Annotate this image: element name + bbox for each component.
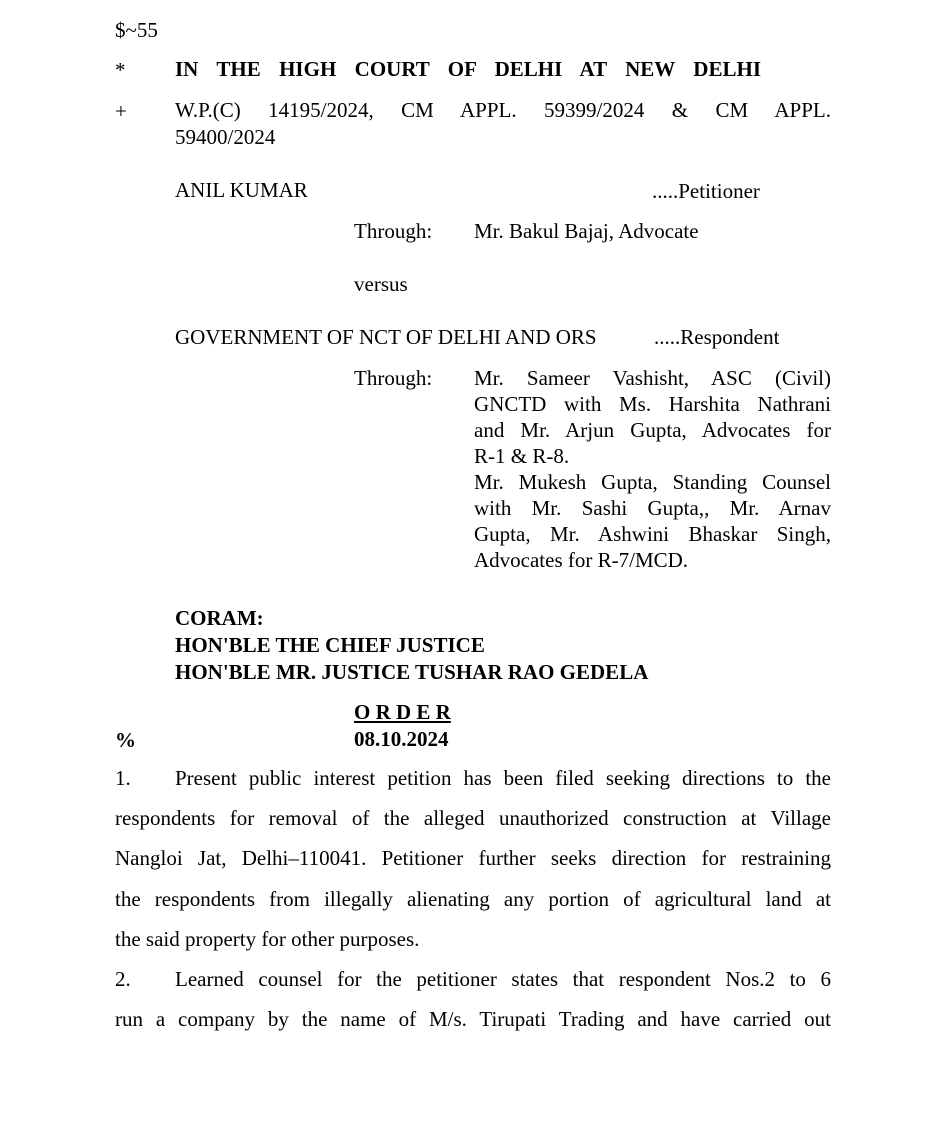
respondent-name: GOVERNMENT OF NCT OF DELHI AND ORS: [175, 325, 597, 349]
paragraph-line: [115, 758, 831, 798]
paragraph-2: [115, 959, 831, 1039]
coram-judge-1: HON'BLE THE CHIEF JUSTICE: [175, 633, 485, 657]
respondent-through-label: Through:: [354, 366, 433, 390]
star-mark: *: [115, 58, 126, 82]
plus-mark: +: [115, 99, 127, 123]
respondent-counsel-block: [474, 365, 831, 573]
coram-label: CORAM:: [175, 606, 264, 630]
petitioner-name: ANIL KUMAR: [175, 178, 308, 202]
paragraph-text: respondents for removal of the alleged unauthorized construction at Village: [115, 806, 831, 831]
paragraph-text: the respondents from illegally alienating any portion of agricultural land at: [115, 886, 831, 911]
paragraph-text: Nangloi Jat, Delhi–110041. Petitioner further seeks direction for restraining: [115, 846, 831, 871]
order-title: O R D E R: [354, 700, 451, 724]
percent-mark: %: [115, 728, 136, 752]
paragraph-number: 2.: [115, 967, 131, 991]
case-number-line1: W.P.(C) 14195/2024, CM APPL. 59399/2024 & CM APPL.: [175, 98, 831, 122]
respondent-counsel-line: and Mr. Arjun Gupta, Advocates for: [474, 418, 831, 442]
respondent-role: .....Respondent: [654, 325, 780, 349]
paragraph-number: 1.: [115, 766, 131, 790]
respondent-counsel-line: Advocates for R-7/MCD.: [474, 548, 689, 572]
respondent-counsel-line: GNCTD with Ms. Harshita Nathrani: [474, 392, 831, 416]
petitioner-role: .....Petitioner: [652, 179, 760, 203]
respondent-counsel-line: Gupta, Mr. Ashwini Bhaskar Singh,: [474, 522, 831, 546]
paragraph-1: [115, 758, 831, 959]
paragraph-text: the said property for other purposes.: [115, 926, 420, 951]
versus: versus: [354, 272, 408, 296]
coram-judge-2: HON'BLE MR. JUSTICE TUSHAR RAO GEDELA: [175, 660, 649, 684]
paragraph-text: Learned counsel for the petitioner states that respondent Nos.2 to 6: [175, 967, 831, 991]
petitioner-through-label: Through:: [354, 219, 433, 243]
respondent-counsel-line: R-1 & R-8.: [474, 444, 570, 468]
paragraph-text: Present public interest petition has been filed seeking directions to the: [175, 766, 831, 790]
case-number-line2: 59400/2024: [175, 125, 276, 149]
respondent-counsel-line: Mr. Mukesh Gupta, Standing Counsel: [474, 470, 831, 494]
petitioner-counsel: Mr. Bakul Bajaj, Advocate: [474, 219, 699, 243]
paragraph-text: run a company by the name of M/s. Tirupati Trading and have carried out: [115, 1007, 831, 1032]
court-title: IN THE HIGH COURT OF DELHI AT NEW DELHI: [175, 57, 761, 81]
respondent-counsel-line: with Mr. Sashi Gupta,, Mr. Arnav: [474, 496, 831, 520]
case-code: $~55: [115, 18, 158, 42]
order-date: 08.10.2024: [354, 727, 449, 751]
paragraph-line: [115, 959, 831, 999]
respondent-counsel-line: Mr. Sameer Vashisht, ASC (Civil): [474, 366, 831, 390]
